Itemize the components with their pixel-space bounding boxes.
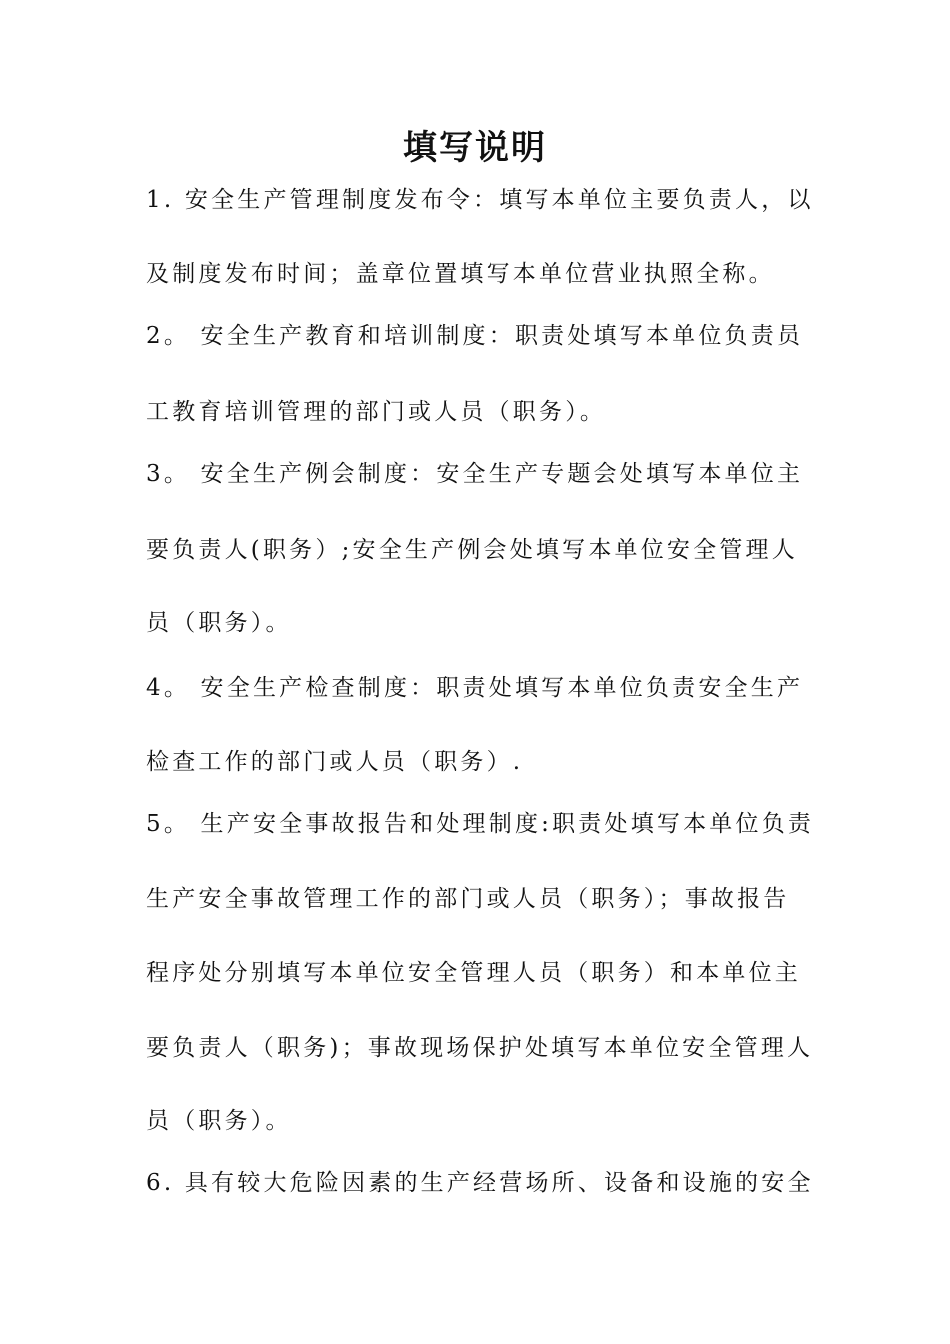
text-line: 6. 具有较大危险因素的生产经营场所、设备和设施的安全 (146, 1170, 814, 1196)
text-line: 2。 安全生产教育和培训制度：职责处填写本单位负责员 (146, 323, 804, 349)
text-line: 检查工作的部门或人员（职务）. (146, 749, 524, 775)
text-line: 要负责人（职务)；事故现场保护处填写本单位安全管理人 (146, 1035, 814, 1061)
text-line: 要负责人(职务）;安全生产例会处填写本单位安全管理人 (146, 537, 798, 563)
text-line: 5。 生产安全事故报告和处理制度:职责处填写本单位负责 (146, 811, 815, 837)
text-line: 程序处分别填写本单位安全管理人员（职务）和本单位主 (146, 960, 801, 986)
text-line: 员（职务）。 (146, 1108, 292, 1134)
text-line: 生产安全事故管理工作的部门或人员（职务）；事故报告 (146, 886, 790, 912)
text-line: 员（职务）。 (146, 610, 292, 636)
text-line: 4。 安全生产检查制度：职责处填写本单位负责安全生产 (146, 675, 804, 701)
text-line: 及制度发布时间；盖章位置填写本单位营业执照全称。 (146, 261, 775, 287)
text-line: 工教育培训管理的部门或人员（职务）。 (146, 399, 607, 425)
text-line: 3。 安全生产例会制度：安全生产专题会处填写本单位主 (146, 461, 804, 487)
text-line: 1. 安全生产管理制度发布令：填写本单位主要负责人，以 (146, 187, 814, 213)
page-title: 填写说明 (403, 128, 547, 168)
